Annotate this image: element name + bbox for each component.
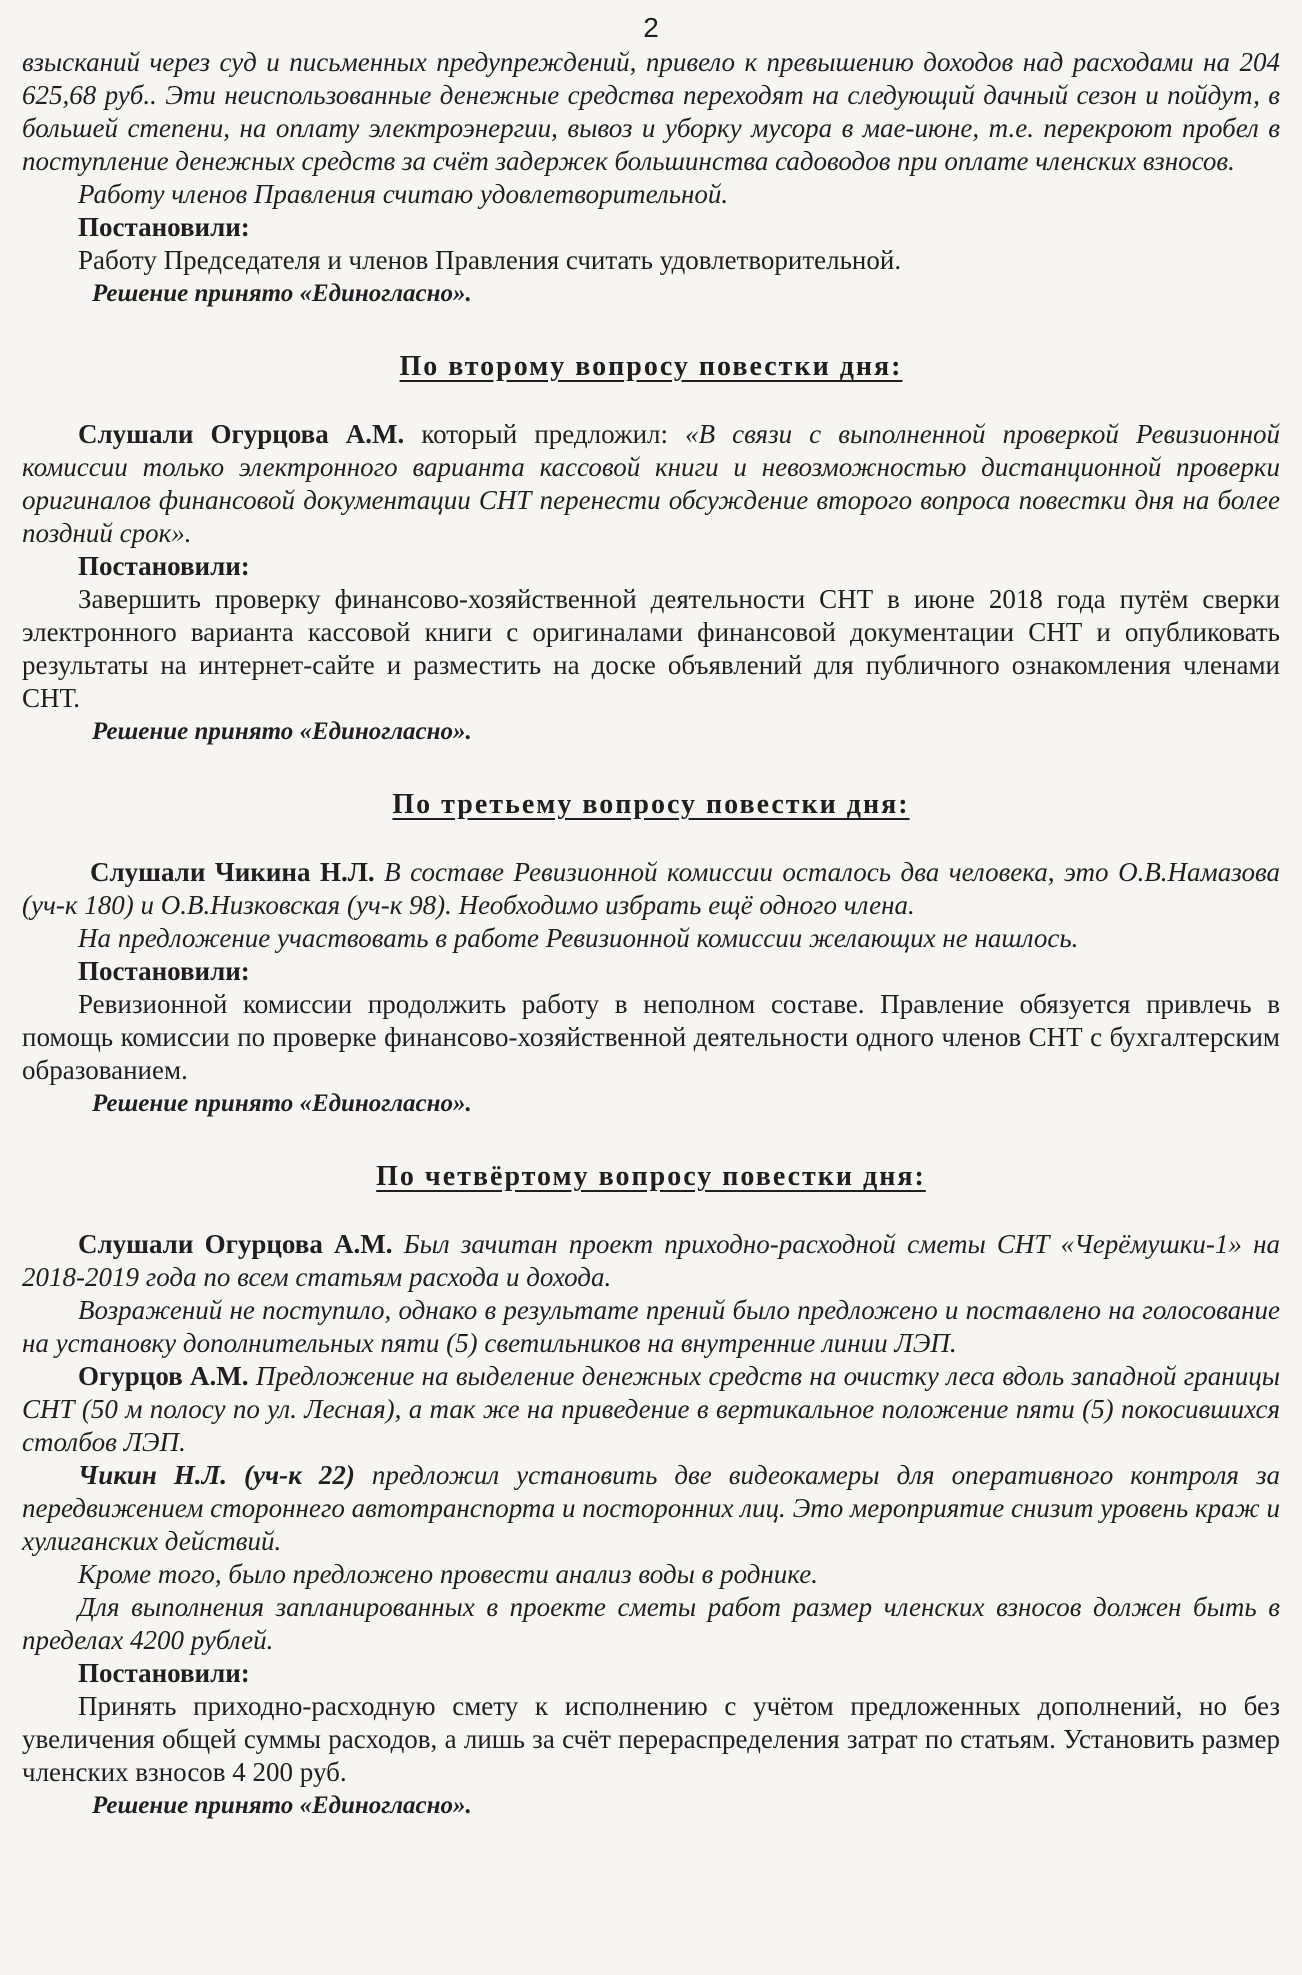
speech-text: «В связи с выполненной проверкой Ревизионной комиссии только электронного варианта кассовой книги и невозможностью дистанционной проверки оригиналов финансовой документации СНТ перенести обсуждение второго вопроса повестки дня на более поздний срок». bbox=[22, 419, 1281, 548]
speech-text: Был зачитан проект приходно-расходной сметы СНТ «Черёмушки-1» на 2018-2019 года по всем статьям расхода и дохода. bbox=[22, 1229, 1281, 1292]
q4-speech-1 bbox=[22, 1228, 1280, 1294]
speech-text: Предложение на выделение денежных средств на очистку леса вдоль западной границы СНТ (50 м полосу по ул. Лесная), а так же на приведение в вертикальное положение пяти (5) покосившихся столбов ЛЭП. bbox=[22, 1361, 1280, 1457]
decision: Решение принято «Единогласно». bbox=[92, 1090, 472, 1117]
speech-text: предложил установить две видеокамеры для оперативного контроля за передвижением стороннего автотранспорта и посторонних лиц. Это мероприятие снизит уровень краж и хулиганских действий. bbox=[22, 1460, 1280, 1556]
q4-water: Кроме того, было предложено провести анализ воды в роднике. bbox=[78, 1559, 818, 1589]
q4-fee-note: Для выполнения запланированных в проекте сметы работ размер членских взносов должен быть в пределах 4200 рублей. bbox=[22, 1592, 1280, 1655]
speaker-name: Огурцов А.М. bbox=[78, 1361, 249, 1391]
intro-continuation: взысканий через суд и письменных предупреждений, привело к превышению доходов над расходами на 204 625,68 руб.. Эти неиспользованные денежные средства переходят на следующий дачный сезон и пойдут, в большей степени, на оплату электроэнергии, вывоз и уборку мусора в мае-июне, т.е. перекроют пробел в поступление денежных средств за счёт задержек большинства садоводов при оплате членских взносов. bbox=[22, 47, 1280, 176]
decision: Решение принято «Единогласно». bbox=[92, 1792, 472, 1819]
speaker-name: Слушали Огурцова А.М. bbox=[78, 1229, 393, 1259]
q3-note: На предложение участвовать в работе Ревизионной комиссии желающих не нашлось. bbox=[78, 923, 1079, 953]
resolved-label: Постановили: bbox=[78, 551, 250, 581]
q2-resolution: Завершить проверку финансово-хозяйственной деятельности СНТ в июне 2018 года путём сверки электронного варианта кассовой книги с оригиналами финансовой документации СНТ и опубликовать результаты на интернет-сайте и разместить на доске объявлений для публичного ознакомления членами СНТ. bbox=[22, 584, 1280, 713]
intro-assessment: Работу членов Правления считаю удовлетворительной. bbox=[78, 179, 729, 209]
speaker-name: Слушали Чикина Н.Л. bbox=[90, 857, 375, 887]
decision: Решение принято «Единогласно». bbox=[92, 718, 472, 745]
q4-speech-3 bbox=[22, 1459, 1280, 1558]
decision: Решение принято «Единогласно». bbox=[92, 280, 472, 307]
section-heading-q4: По четвёртому вопросу повестки дня: bbox=[376, 1161, 926, 1192]
q2-speech bbox=[22, 418, 1280, 550]
resolved-label: Постановили: bbox=[78, 212, 250, 242]
speaker-tail: который предложил: bbox=[404, 419, 686, 449]
resolved-label: Постановили: bbox=[78, 956, 250, 986]
q3-resolution: Ревизионной комиссии продолжить работу в неполном составе. Правление обязуется привлечь в помощь комиссии по проверке финансово-хозяйственной деятельности одного членов СНТ с бухгалтерским образованием. bbox=[22, 989, 1280, 1085]
speaker-name: Слушали Огурцова А.М. bbox=[78, 419, 405, 449]
section-heading-q3: По третьему вопросу повестки дня: bbox=[392, 789, 910, 820]
speech-text: В составе Ревизионной комиссии осталось два человека, это О.В.Намазова (уч-к 180) и О.В.Низковская (уч-к 98). Необходимо избрать ещё одного члена. bbox=[22, 857, 1281, 920]
q4-resolution: Принять приходно-расходную смету к исполнению с учётом предложенных дополнений, но без увеличения общей суммы расходов, а лишь за счёт перераспределения затрат по статьям. Установить размер членских взносов 4 200 руб. bbox=[22, 1691, 1280, 1787]
speaker-name: Чикин Н.Л. (уч-к 22) bbox=[78, 1460, 355, 1490]
q3-speech bbox=[22, 856, 1280, 922]
intro-resolution: Работу Председателя и членов Правления считать удовлетворительной. bbox=[78, 245, 902, 275]
resolved-label: Постановили: bbox=[78, 1658, 250, 1688]
q4-speech-2 bbox=[22, 1360, 1280, 1459]
page-number: 2 bbox=[643, 12, 659, 43]
section-heading-q2: По второму вопросу повестки дня: bbox=[399, 351, 903, 382]
q4-objections: Возражений не поступило, однако в результате прений было предложено и поставлено на голосование на установку дополнительных пяти (5) светильников на внутренние линии ЛЭП. bbox=[22, 1295, 1280, 1358]
